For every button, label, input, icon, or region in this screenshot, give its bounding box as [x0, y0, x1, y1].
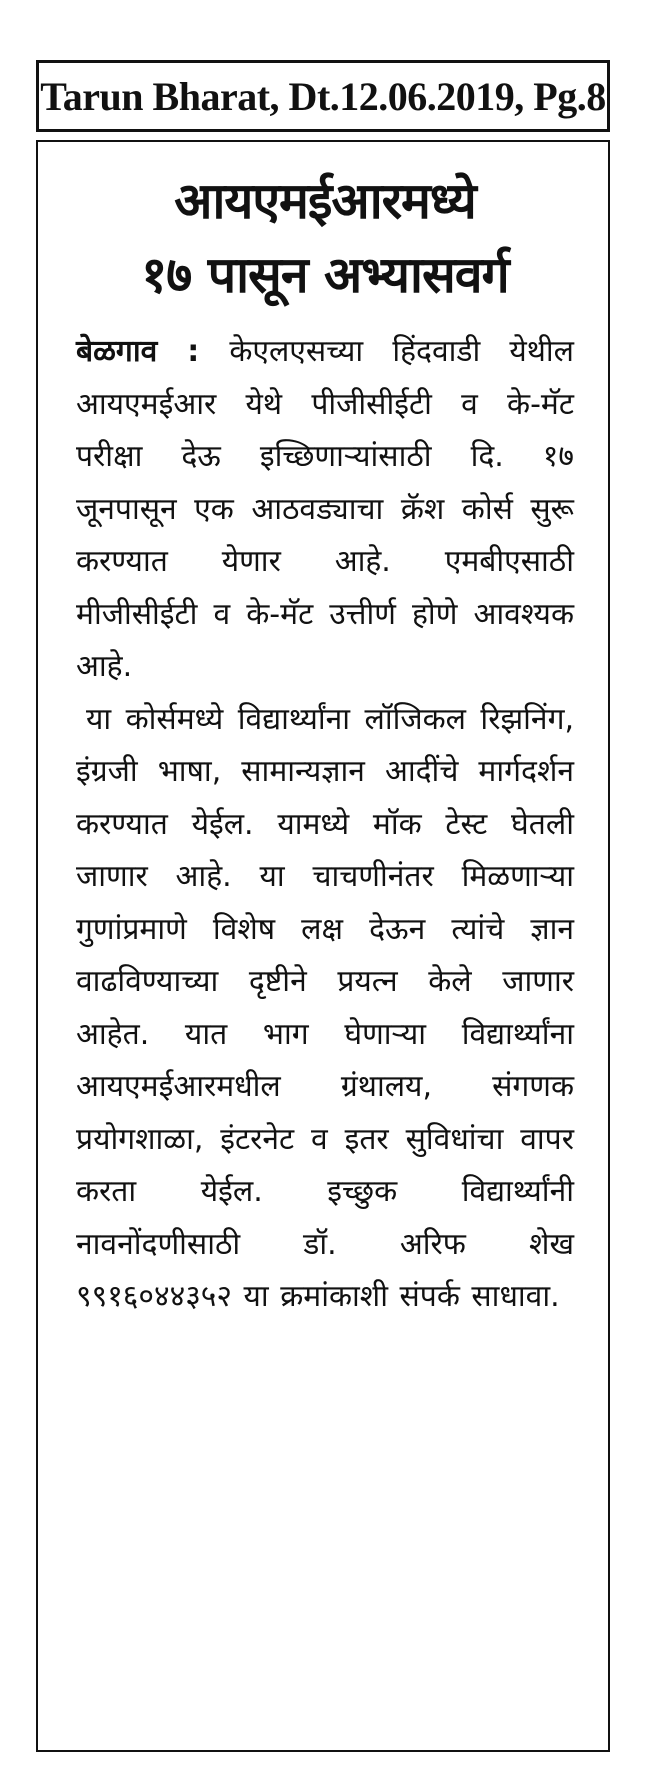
article-paragraph-1: [76, 326, 574, 694]
headline-line-2: १७ पासून अभ्यासवर्ग: [141, 246, 509, 304]
source-citation-text: Tarun Bharat, Dt.12.06.2019, Pg.8: [40, 73, 606, 119]
paragraph-1-text: केएलएसच्या हिंदवाडी येथील आयएमईआर येथे पीजीसीईटी व के-मॅट परीक्षा देऊ इच्छिणाऱ्यांसाठी दि. १७ जूनपासून एक आठवड्याचा क्रॅश कोर्स सुरू करण्यात येणार आहे. एमबीएसाठी मीजीसीईटी व के-मॅट उत्तीर्ण होणे आवश्यक आहे.: [76, 334, 575, 684]
article-paragraph-2: [76, 694, 574, 1324]
paragraph-2-text: या कोर्समध्ये विद्यार्थ्यांना लॉजिकल रिझनिंग, इंग्रजी भाषा, सामान्यज्ञान आदींचे मार्गदर्शन करण्यात येईल. यामध्ये मॉक टेस्ट घेतली जाणार आहे. या चाचणीनंतर मिळणाऱ्या गुणांप्रमाणे विशेष लक्ष देऊन त्यांचे ज्ञान वाढविण्याच्या दृष्टीने प्रयत्न केले जाणार आहेत. यात भाग घेणाऱ्या विद्यार्थ्यांना आयएमईआरमधील ग्रंथालय, संगणक प्रयोगशाळा, इंटरनेट व इतर सुविधांचा वापर करता येईल. इच्छुक विद्यार्थ्यांनी नावनोंदणीसाठी डॉ. अरिफ शेख ९९१६०४४३५२ या क्रमांकाशी संपर्क साधावा.: [76, 701, 574, 1314]
article-clipping: [36, 140, 610, 1752]
article-headline: [76, 164, 574, 312]
headline-line-1: आयएमईआरमध्ये: [174, 172, 476, 230]
source-citation: [36, 60, 610, 132]
dateline: बेळगाव :: [76, 334, 230, 369]
